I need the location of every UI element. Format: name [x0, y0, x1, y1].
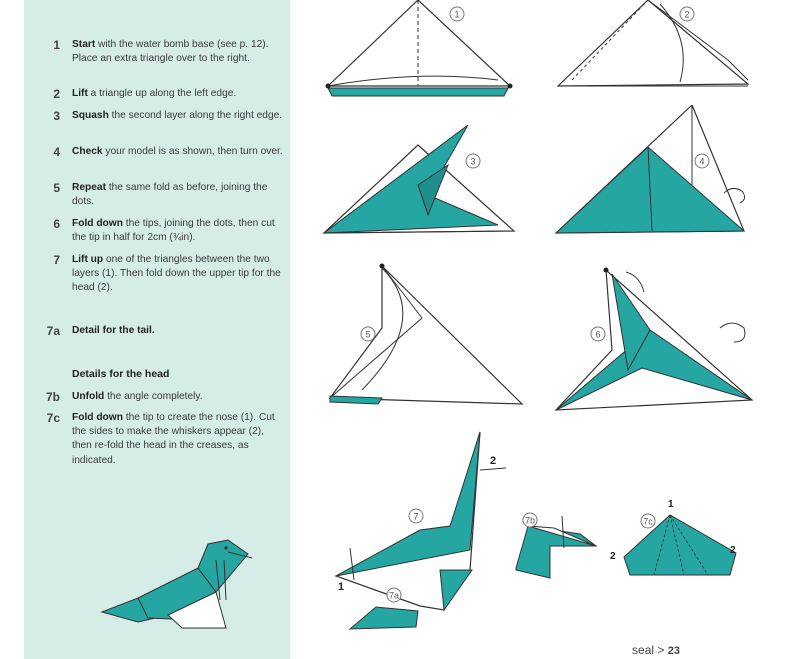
step-number: 6 — [53, 217, 60, 231]
step-number: 7c — [46, 411, 60, 425]
page-footer — [632, 643, 680, 657]
diagram-step-6 — [542, 260, 762, 425]
step-text: a triangle up along the left edge. — [87, 88, 237, 99]
diagram-step-4 — [552, 105, 762, 240]
diagram-step-7c — [604, 495, 754, 585]
step-text: the second layer along the right edge. — [108, 110, 283, 121]
page-number: 23 — [667, 645, 680, 657]
step-keyword: Lift — [72, 88, 88, 99]
finished-seal-illustration — [98, 520, 268, 630]
footer-separator: > — [657, 643, 665, 657]
badge-7: 7 — [413, 511, 419, 522]
step-number: 7a — [46, 324, 60, 338]
step-number: 3 — [53, 109, 60, 123]
step-number: 5 — [53, 181, 60, 195]
step-text: one of the triangles between the two layers (1). Then fold down the upper tip for the head (2). — [72, 254, 281, 294]
step-keyword: Check — [72, 146, 103, 157]
step-number: 1 — [53, 38, 60, 52]
badge-5: 5 — [365, 329, 371, 340]
badge-3: 3 — [470, 156, 476, 167]
diagram-step-3 — [318, 125, 528, 240]
step-keyword: Squash — [72, 110, 109, 121]
badge-2: 2 — [684, 9, 690, 20]
mark-7c-2-left: 2 — [610, 551, 616, 562]
badge-7b: 7b — [524, 515, 536, 526]
diagram-step-7a — [346, 585, 426, 635]
mark-7c-2-right: 2 — [730, 545, 736, 556]
diagram-step-5 — [322, 258, 527, 408]
step-text: the same fold as before, joining the dots. — [72, 182, 268, 208]
step-keyword: Lift up — [72, 254, 104, 265]
badge-1: 1 — [454, 9, 460, 20]
head-details-heading: Details for the head — [72, 368, 170, 380]
step-keyword: Repeat — [72, 182, 106, 193]
step-keyword: Fold down — [72, 218, 123, 229]
step-text: the angle completely. — [104, 391, 203, 402]
step-number: 7b — [45, 390, 60, 404]
step-number: 2 — [53, 87, 60, 101]
mark-7c-1: 1 — [668, 499, 674, 510]
diagram-step-1 — [318, 0, 518, 105]
step-keyword: Detail for the tail. — [72, 325, 155, 336]
diagram-step-7b — [510, 508, 605, 583]
step-number: 4 — [53, 145, 60, 159]
badge-7a: 7a — [388, 590, 400, 601]
mark-7-2: 2 — [490, 455, 497, 467]
step-text: the tip to create the nose (1). Cut the sides to make the whiskers appear (2), then re-fold the head in the creases, as indicated. — [72, 412, 275, 466]
mark-7-1: 1 — [338, 581, 345, 593]
badge-7c: 7c — [643, 516, 653, 527]
instructions-panel — [24, 0, 290, 659]
step-keyword: Start — [72, 39, 96, 50]
badge-6: 6 — [595, 329, 601, 340]
step-keyword: Unfold — [72, 391, 105, 402]
step-text: with the water bomb base (see p. 12). Place an extra triangle over to the right. — [72, 39, 269, 65]
step-number: 7 — [53, 253, 60, 267]
diagram-step-2 — [552, 0, 752, 105]
chapter-label: seal — [632, 643, 655, 657]
badge-4: 4 — [699, 156, 705, 167]
step-text: your model is as shown, then turn over. — [102, 146, 283, 157]
step-text: the tips, joining the dots, then cut the tip in half for 2cm (¾in). — [72, 218, 275, 244]
step-keyword: Fold down — [72, 412, 123, 423]
